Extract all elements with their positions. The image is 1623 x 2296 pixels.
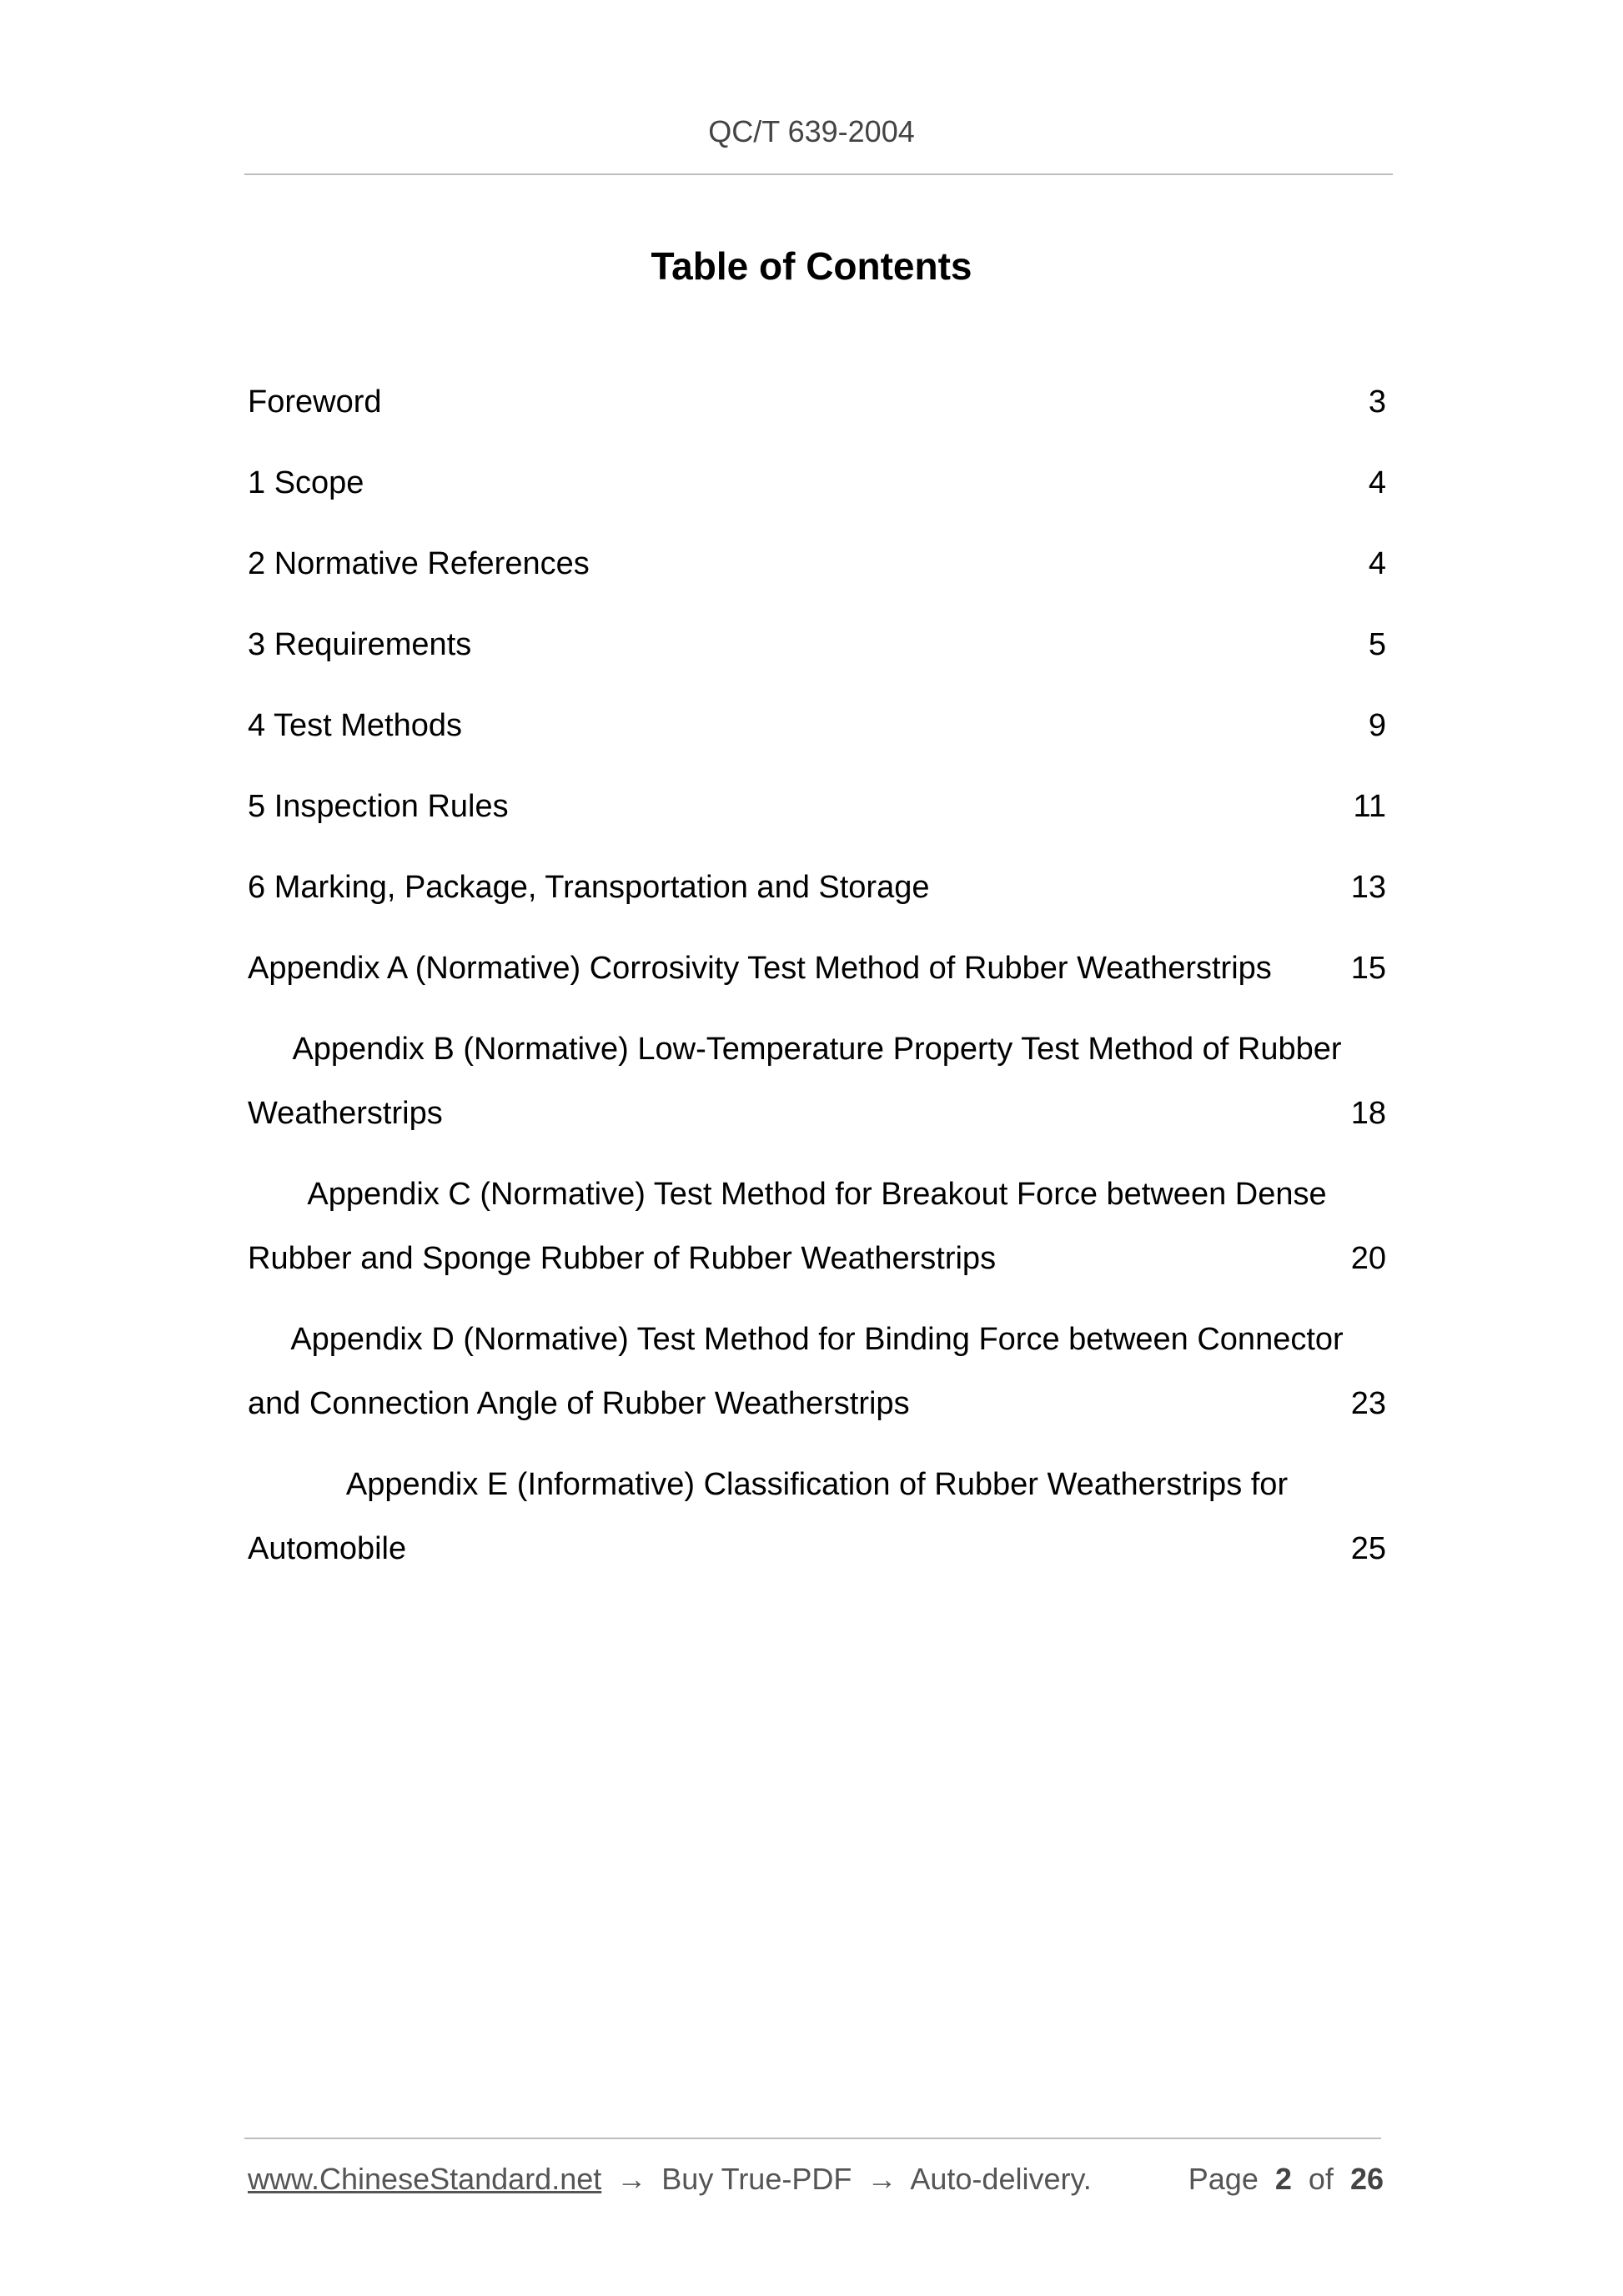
current-page-number: 2 [1274, 2162, 1292, 2196]
toc-entry-first-line: Appendix B (Normative) Low-Temperature Property Test Method of Rubber [292, 1032, 1342, 1067]
toc-entry-page: 23 [1350, 1386, 1386, 1421]
toc-entry-test-methods[interactable] [248, 694, 1386, 758]
delivery-text: Auto-delivery. [910, 2162, 1092, 2196]
toc-entry-label: 5 Inspection Rules [248, 789, 509, 824]
toc-entry-first-line: Appendix C (Normative) Test Method for Breakout Force between Dense [307, 1177, 1327, 1212]
toc-entry-label: Appendix A (Normative) Corrosivity Test Method of Rubber Weatherstrips [248, 951, 1272, 986]
toc-entry-marking-package[interactable] [248, 856, 1386, 920]
right-arrow-icon: → [867, 2162, 897, 2196]
toc-entry-appendix-e[interactable] [248, 1453, 1386, 1581]
toc-entry-page: 11 [1353, 789, 1386, 824]
buy-text: Buy True-PDF [661, 2162, 852, 2196]
toc-entry-page: 4 [1368, 465, 1386, 500]
toc-entry-label: 4 Test Methods [248, 708, 463, 743]
toc-entry-page: 3 [1368, 384, 1386, 420]
footer-divider [244, 2138, 1381, 2139]
toc-entry-label: 3 Requirements [248, 627, 472, 662]
document-id-header: QC/T 639-2004 [708, 114, 915, 148]
toc-entry-page: 20 [1350, 1241, 1386, 1276]
toc-entry-appendix-c[interactable] [248, 1163, 1386, 1291]
table-of-contents [248, 370, 1386, 1581]
toc-title: Table of Contents [651, 244, 972, 288]
toc-entry-page: 25 [1350, 1531, 1386, 1566]
total-pages-number: 26 [1349, 2162, 1384, 2196]
page-footer [248, 2158, 1384, 2200]
toc-entry-page: 15 [1350, 951, 1386, 986]
page-indicator [1188, 2162, 1384, 2197]
toc-entry-inspection-rules[interactable] [248, 775, 1386, 839]
of-word: of [1308, 2162, 1334, 2196]
toc-entry-normative-references[interactable] [248, 532, 1386, 596]
toc-entry-label: Foreword [248, 384, 382, 420]
toc-entry-first-line: Appendix D (Normative) Test Method for Binding Force between Connector [290, 1322, 1344, 1357]
toc-entry-first-line: Appendix E (Informative) Classification of Rubber Weatherstrips for [345, 1467, 1289, 1502]
right-arrow-icon: → [616, 2162, 647, 2196]
toc-entry-foreword[interactable] [248, 370, 1386, 435]
footer-promo [248, 2162, 1092, 2197]
toc-entry-label: 2 Normative References [248, 546, 590, 581]
site-link[interactable]: www.ChineseStandard.net [248, 2162, 602, 2196]
toc-entry-scope[interactable] [248, 451, 1386, 515]
toc-entry-appendix-a[interactable] [248, 937, 1386, 1001]
toc-entry-appendix-d[interactable] [248, 1308, 1386, 1436]
toc-entry-label: Weatherstrips [248, 1096, 443, 1131]
toc-entry-requirements[interactable] [248, 613, 1386, 677]
toc-entry-page: 4 [1368, 546, 1386, 581]
toc-entry-page: 18 [1350, 1096, 1386, 1131]
toc-entry-page: 5 [1368, 627, 1386, 662]
page-word: Page [1188, 2162, 1259, 2196]
toc-entry-page: 13 [1350, 870, 1386, 905]
toc-entry-label: and Connection Angle of Rubber Weatherstrips [248, 1386, 910, 1421]
toc-entry-page: 9 [1368, 708, 1386, 743]
toc-entry-label: Automobile [248, 1531, 407, 1566]
toc-entry-label: Rubber and Sponge Rubber of Rubber Weatherstrips [248, 1241, 997, 1276]
toc-entry-label: 1 Scope [248, 465, 364, 500]
toc-entry-label: 6 Marking, Package, Transportation and Storage [248, 870, 930, 905]
toc-entry-appendix-b[interactable] [248, 1017, 1386, 1146]
header-divider [244, 173, 1393, 175]
